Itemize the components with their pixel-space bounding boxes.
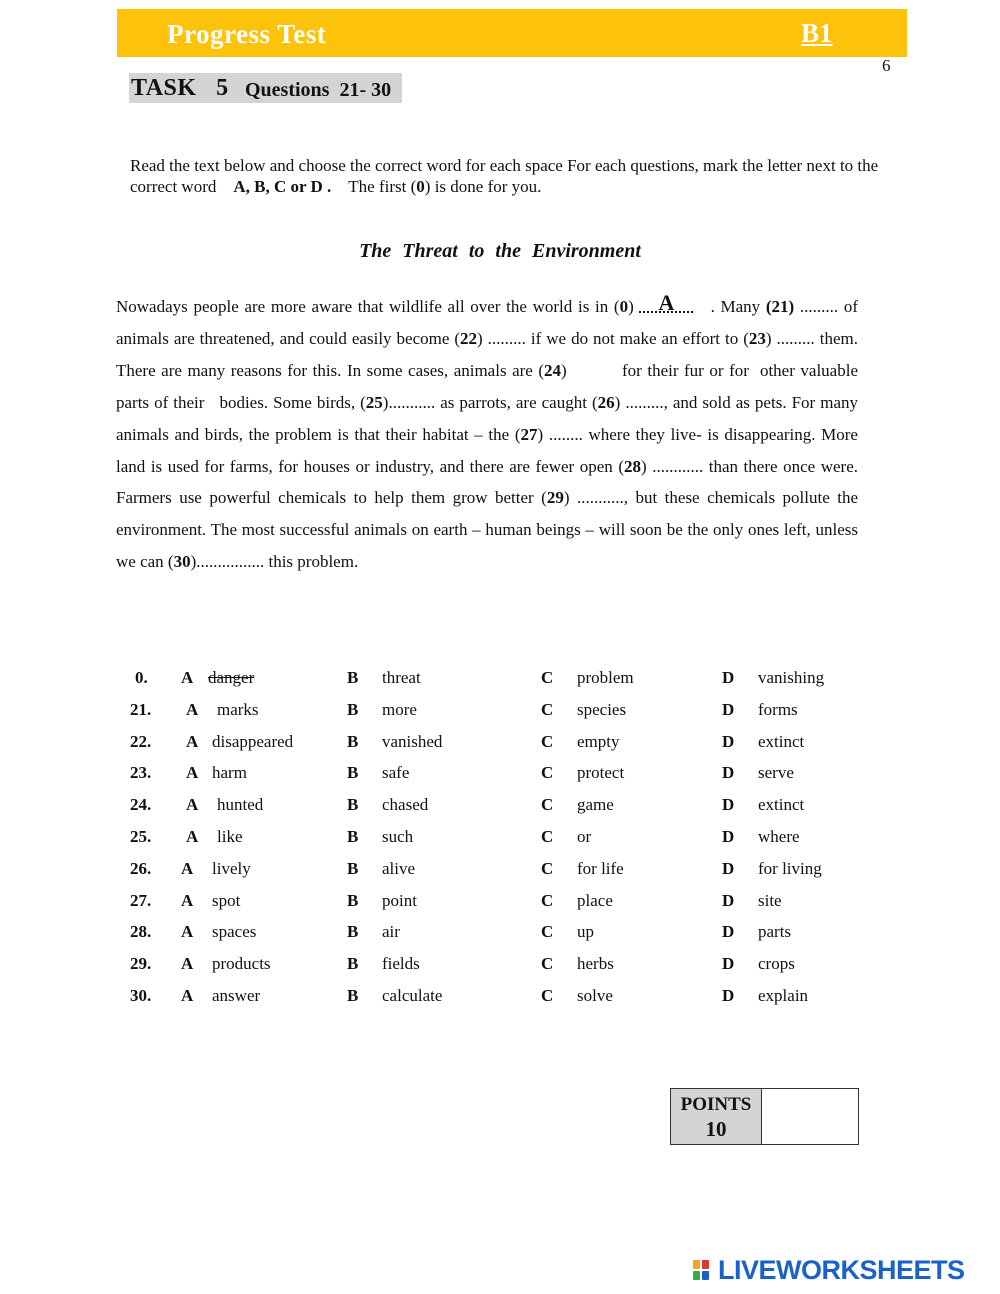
passage-text: )........... as parrots, are caught ( xyxy=(382,392,598,412)
letter-c[interactable]: C xyxy=(541,985,554,1005)
option-d[interactable]: vanishing xyxy=(758,668,825,687)
letter-d[interactable]: D xyxy=(722,954,735,974)
letter-a[interactable]: A xyxy=(181,890,194,910)
letter-a[interactable]: A xyxy=(186,699,199,719)
score-field[interactable] xyxy=(762,1089,858,1144)
points-label-cell xyxy=(671,1089,762,1144)
passage-text: ) ........ where they live- is disappearing. More land is used for farms, for houses or industry, and there are fewer open ( xyxy=(116,424,858,476)
test-title: Progress Test xyxy=(167,19,327,49)
option-d[interactable]: crops xyxy=(758,954,795,974)
option-row xyxy=(0,763,1000,795)
letter-d[interactable]: D xyxy=(722,668,735,687)
letter-c[interactable]: C xyxy=(541,890,554,910)
option-a[interactable]: lively xyxy=(212,858,251,878)
letter-a[interactable]: A xyxy=(181,985,194,1005)
option-d[interactable]: forms xyxy=(758,699,798,719)
passage-text: ) ......... if we do not make an effort to ( xyxy=(477,328,749,348)
letter-b[interactable]: B xyxy=(347,985,359,1005)
letter-c[interactable]: C xyxy=(541,699,554,719)
letter-c[interactable]: C xyxy=(541,795,554,815)
option-c[interactable]: species xyxy=(577,699,627,719)
option-b[interactable]: vanished xyxy=(382,731,443,751)
points-label: POINTS xyxy=(680,1094,752,1115)
option-d[interactable]: explain xyxy=(758,985,809,1005)
passage-text: ) for their fur or for other valuable parts of their bodies. Some birds, ( xyxy=(116,360,863,412)
letter-c[interactable]: C xyxy=(541,954,554,974)
option-a[interactable]: disappeared xyxy=(212,731,294,751)
option-d[interactable]: for living xyxy=(758,858,822,878)
option-row xyxy=(0,891,1000,923)
letter-b[interactable]: B xyxy=(347,922,359,942)
header-banner xyxy=(117,9,907,57)
letter-c[interactable]: C xyxy=(541,668,554,687)
option-row xyxy=(0,859,1000,891)
passage-text: Nowadays people are more aware that wildlife all over the world is in ( xyxy=(116,297,620,316)
gap-number: 0 xyxy=(619,297,629,316)
page-number: 6 xyxy=(882,56,891,75)
passage-text: ) ..........., but these chemicals pollute the environment. The most successful animals on earth – human beings – will soon be the only ones left, unless we can ( xyxy=(116,488,859,572)
option-row xyxy=(0,795,1000,827)
option-b[interactable]: safe xyxy=(382,763,410,783)
option-b[interactable]: threat xyxy=(382,668,421,687)
option-a[interactable]: harm xyxy=(212,763,247,783)
option-c[interactable]: or xyxy=(577,826,592,846)
gap-number: 26 xyxy=(597,392,615,412)
option-d[interactable]: where xyxy=(758,826,800,846)
option-row xyxy=(0,827,1000,859)
option-b[interactable]: fields xyxy=(382,954,420,974)
instructions-text: Read the text below and choose the correct word for each space For each questions, mark the letter next to the correct word xyxy=(130,156,879,196)
letter-d[interactable]: D xyxy=(722,890,735,910)
option-c[interactable]: problem xyxy=(577,668,634,687)
option-a[interactable]: marks xyxy=(217,699,259,719)
option-c[interactable]: solve xyxy=(577,985,613,1005)
instructions-done: ) is done for you. xyxy=(424,177,542,196)
letter-b[interactable]: B xyxy=(347,858,359,878)
option-c[interactable]: up xyxy=(577,922,594,942)
task-questions: Questions 21- 30 xyxy=(245,79,392,101)
question-number: 28. xyxy=(130,922,152,942)
passage-text: ) ......... them. There are many reasons for this. In some cases, animals are ( xyxy=(116,328,859,380)
gap-number: 29 xyxy=(546,488,564,508)
question-number: 25. xyxy=(130,826,152,846)
letter-b[interactable]: B xyxy=(347,826,359,846)
passage-text: ) xyxy=(628,297,634,316)
instructions-zero: 0 xyxy=(416,177,425,196)
gap-number: 22 xyxy=(460,328,478,348)
option-a[interactable]: like xyxy=(217,826,243,846)
letter-d[interactable]: D xyxy=(722,795,735,815)
letter-c[interactable]: C xyxy=(541,922,554,942)
instructions xyxy=(130,155,890,197)
option-b[interactable]: more xyxy=(382,699,417,719)
letter-d[interactable]: D xyxy=(722,731,735,751)
letter-a[interactable]: A xyxy=(181,858,194,878)
question-number: 0. xyxy=(135,668,148,687)
passage-text: . Many xyxy=(710,297,766,316)
task-label: TASK 5 xyxy=(131,75,229,101)
letter-c[interactable]: C xyxy=(541,826,554,846)
option-a[interactable]: answer xyxy=(212,985,261,1005)
letter-d[interactable]: D xyxy=(722,826,735,846)
option-a[interactable]: spot xyxy=(212,890,241,910)
question-number: 21. xyxy=(130,699,152,719)
letter-d[interactable]: D xyxy=(722,858,735,878)
example-answer: A xyxy=(639,295,693,313)
instructions-example: The first ( xyxy=(348,177,417,196)
passage-text: ......... of animals are threatened, and could easily become ( xyxy=(116,297,859,348)
option-a[interactable]: products xyxy=(212,954,271,974)
option-b[interactable]: alive xyxy=(382,858,416,878)
gap-number: 24 xyxy=(544,360,562,380)
question-number: 30. xyxy=(130,985,152,1005)
points-box xyxy=(670,1088,859,1145)
option-a[interactable]: danger xyxy=(208,668,255,687)
level-label: B1 xyxy=(801,18,833,48)
letter-b[interactable]: B xyxy=(347,954,359,974)
points-value: 10 xyxy=(705,1117,727,1141)
passage xyxy=(116,290,863,578)
gap-number: 30 xyxy=(173,552,191,572)
gap-number: 25 xyxy=(365,392,383,412)
letter-a[interactable]: A xyxy=(181,668,194,687)
option-d[interactable]: site xyxy=(758,890,782,910)
letter-a[interactable]: A xyxy=(181,954,194,974)
liveworksheets-logo-icon xyxy=(692,1259,718,1281)
gap-number: (21) xyxy=(765,297,795,316)
letter-c[interactable]: C xyxy=(541,763,554,783)
option-c[interactable]: game xyxy=(577,795,614,815)
option-c[interactable]: place xyxy=(577,890,613,910)
letter-d[interactable]: D xyxy=(722,699,735,719)
letter-a[interactable]: A xyxy=(186,826,199,846)
option-a[interactable]: spaces xyxy=(212,922,257,942)
option-d[interactable]: parts xyxy=(758,922,792,942)
gap-number: 28 xyxy=(623,456,641,476)
letter-b[interactable]: B xyxy=(347,731,359,751)
passage-text: ) ............ than there once were. Farmers use powerful chemicals to help them grow better ( xyxy=(116,456,858,508)
letter-b[interactable]: B xyxy=(347,699,359,719)
option-d[interactable]: extinct xyxy=(758,731,805,751)
question-number: 27. xyxy=(130,890,152,910)
option-d[interactable]: extinct xyxy=(758,795,805,815)
option-b[interactable]: air xyxy=(382,922,400,942)
letter-d[interactable]: D xyxy=(722,763,735,783)
letter-b[interactable]: B xyxy=(347,795,359,815)
question-number: 24. xyxy=(130,795,152,815)
gap-number: 23 xyxy=(748,328,766,348)
letter-b[interactable]: B xyxy=(347,763,359,783)
letter-d[interactable]: D xyxy=(722,922,735,942)
option-c[interactable]: herbs xyxy=(577,954,614,974)
option-row xyxy=(0,668,1000,700)
option-c[interactable]: empty xyxy=(577,731,620,751)
question-number: 29. xyxy=(130,954,152,974)
option-row xyxy=(0,922,1000,954)
task-heading xyxy=(129,73,402,103)
option-b[interactable]: chased xyxy=(382,795,429,815)
options-table xyxy=(0,668,1000,1018)
option-d[interactable]: serve xyxy=(758,763,794,783)
passage-text: )................ this problem. xyxy=(190,552,359,572)
option-b[interactable]: calculate xyxy=(382,985,443,1005)
option-row xyxy=(0,732,1000,764)
letter-b[interactable]: B xyxy=(347,668,359,687)
question-number: 23. xyxy=(130,763,152,783)
question-number: 26. xyxy=(130,858,152,878)
question-number: 22. xyxy=(130,731,152,751)
option-a[interactable]: hunted xyxy=(217,795,264,815)
option-c[interactable]: for life xyxy=(577,858,624,878)
option-c[interactable]: protect xyxy=(577,763,625,783)
letter-a[interactable]: A xyxy=(181,922,194,942)
option-row xyxy=(0,986,1000,1018)
letter-c[interactable]: C xyxy=(541,858,554,878)
letter-b[interactable]: B xyxy=(347,890,359,910)
letter-a[interactable]: A xyxy=(186,795,199,815)
letter-d[interactable]: D xyxy=(722,985,735,1005)
instructions-letters: A, B, C or D . xyxy=(233,177,332,196)
option-row xyxy=(0,954,1000,986)
passage-title: The Threat to the Environment xyxy=(359,240,641,262)
option-row xyxy=(0,700,1000,732)
letter-c[interactable]: C xyxy=(541,731,554,751)
option-b[interactable]: such xyxy=(382,826,414,846)
passage-text: ) ........., and sold as pets. For many animals and birds, the problem is that their habitat – the ( xyxy=(116,392,858,444)
gap-number: 27 xyxy=(520,424,538,444)
option-b[interactable]: point xyxy=(382,890,417,910)
letter-a[interactable]: A xyxy=(186,763,199,783)
logo-text: LIVEWORKSHEETS xyxy=(718,1255,965,1285)
letter-a[interactable]: A xyxy=(186,731,199,751)
